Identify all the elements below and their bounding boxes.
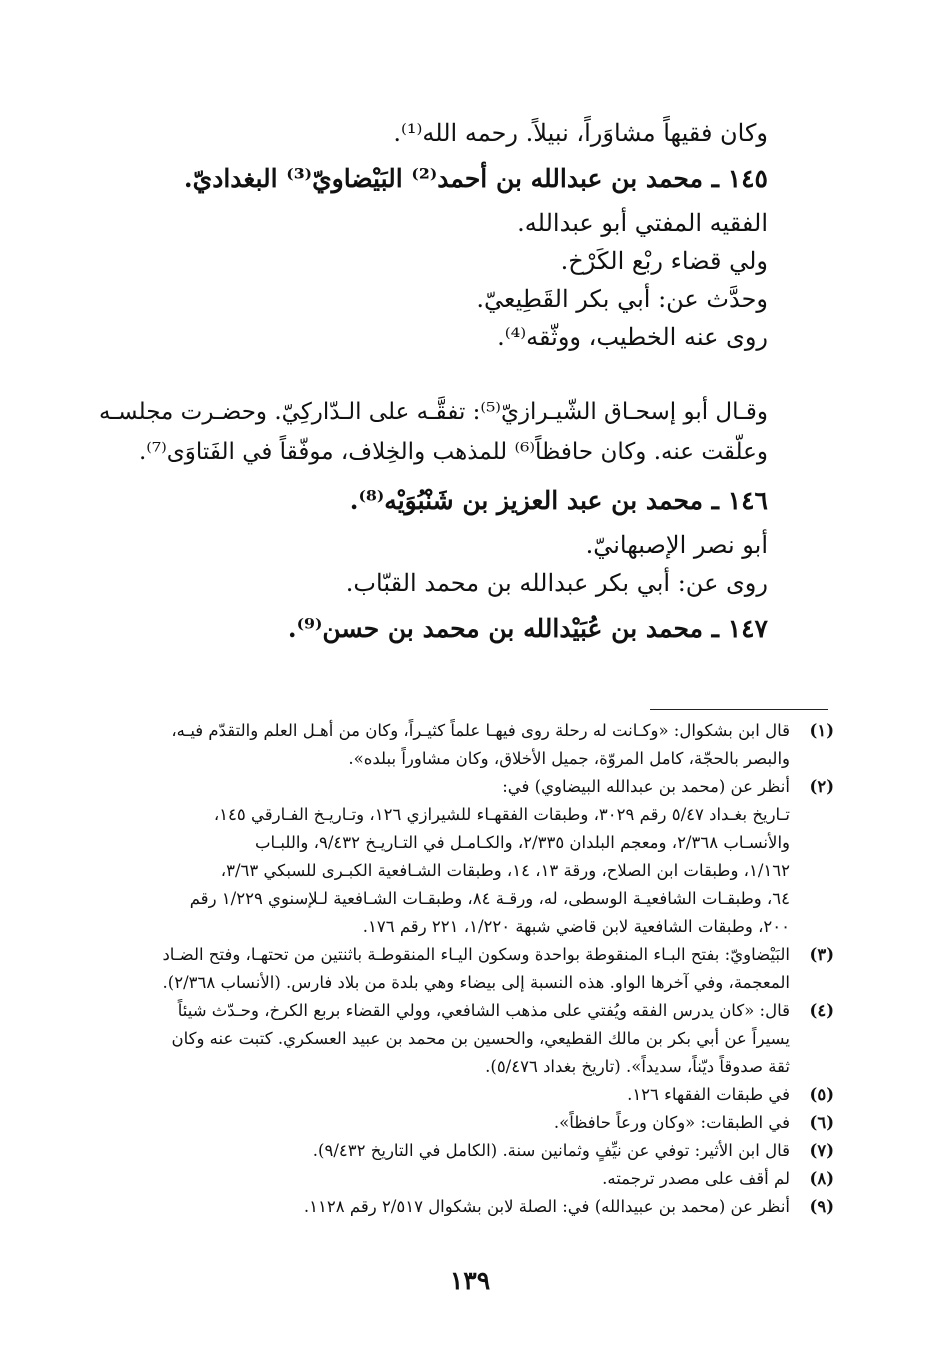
entry-heading-147: ١٤٧ ـ محمد بن عُبَيْدالله بن محمد بن حسن⁽⁹⁾. (287, 614, 768, 643)
entry-heading-145: ١٤٥ ـ محمد بن عبدالله بن أحمد⁽²⁾ البَيْضاويّ⁽³⁾ البغداديّ. (183, 164, 768, 193)
main-text-block-2 (128, 484, 768, 658)
footnote-text (94, 997, 790, 1081)
footnote-text (94, 1137, 790, 1165)
text-line: روى عن: أبي بكر عبدالله بن محمد القبّاب. (345, 569, 768, 597)
footnote-text (94, 1109, 790, 1137)
footnote (94, 941, 834, 997)
footnote-line: والأنسـاب ٢/٣٦٨، ومعجم البلدان ٢/٣٣٥، والكـامـل في التـاريـخ ٩/٤٣٢، واللبـاب (254, 833, 790, 852)
footnotes (94, 717, 834, 1221)
main-text-block-1 (128, 118, 768, 360)
footnote-line: ثقة صدوقاً ديّناً، سديداً». (تاريخ بغداد ٥/٤٧٦). (485, 1057, 790, 1076)
text-line: وقـال أبو إسحـاق الشّيـرازيّ⁽⁵⁾: تفقَّـه على الـدّاركِيّ. وحضـرت مجلسـه (99, 399, 768, 425)
footnote (94, 1081, 834, 1109)
text-line: روى عنه الخطيب، ووثّقه⁽⁴⁾. (497, 323, 768, 351)
footnote (94, 1109, 834, 1137)
footnote-line: أنظر عن (محمد بن عبيدالله) في: الصلة لابن بشكوال ٢/٥١٧ رقم ١١٢٨. (303, 1197, 790, 1216)
text-line: ولي قضاء ربْع الكَرْخ. (560, 247, 768, 275)
page-number: ١٣٩ (449, 1266, 491, 1295)
footnote-text (94, 1081, 790, 1109)
footnote-line: لم أقف على مصدر ترجمته. (602, 1169, 790, 1188)
footnote-line: قال: «كان يدرس الفقه ويُفتي على مذهب الشافعي، وولي القضاء بربع الكرخ، وحـدّث شيئاً (177, 1001, 790, 1020)
footnote-text (94, 773, 790, 941)
footnote-number: (٨) (809, 1169, 834, 1188)
footnote (94, 1165, 834, 1193)
text-line: وكان فقيهاً مشاوَراً، نبيلاً. رحمه الله⁽¹⁾. (393, 119, 768, 147)
footnote-text (94, 941, 790, 997)
footnote-line: تـاريخ بغـداد ٥/٤٧ رقم ٣٠٢٩، وطبقات الفقهـاء للشيرازي ١٢٦، وتـاريـخ الفـارقي ١٤٥، (213, 805, 790, 824)
footnote-line: المعجمة، وفي آخرها الواو. هذه النسبة إلى بيضاء وهي بلدة من بلاد فارس. (الأنساب ٢/٣٦٨). (162, 973, 790, 992)
footnote-text (94, 717, 790, 773)
footnote-number: (٥) (809, 1085, 834, 1104)
footnote-line: قال ابن بشكوال: «وكـانت له رحلة روى فيهـا علماً كثيـراً، وكان من أهـل العلم والتقدّم فيـه، (171, 721, 790, 740)
paragraph-shirazi (99, 392, 768, 472)
entry-heading-146: ١٤٦ ـ محمد بن عبد العزيز بن شَنْبُوَيْه⁽⁸⁾. (349, 486, 768, 515)
footnote-text (94, 1165, 790, 1193)
footnote-number: (١) (809, 721, 834, 740)
footnote-number: (٦) (809, 1113, 834, 1132)
footnote-separator (650, 709, 828, 710)
footnote (94, 717, 834, 773)
footnote-line: ٦٤، وطبقـات الشافعيـة الوسطى، له، ورقـة ٨٤، وطبقـات الشـافعية لـلإسنوي ١/٢٢٩ رقم (189, 889, 790, 908)
text-line: وعلّقت عنه. وكان حافظاً⁽⁶⁾ للمذهب والخِلاف، موفّقاً في الفَتاوَى⁽⁷⁾. (138, 439, 768, 465)
footnote-number: (٢) (809, 777, 834, 796)
footnote-line: أنظر عن (محمد بن عبدالله البيضاوي) في: (502, 777, 790, 796)
footnote-line: في طبقات الفقهاء ١٢٦. (627, 1085, 790, 1104)
footnote-number: (٩) (809, 1197, 834, 1216)
footnote-line: البَيْضاويّ: بفتح البـاء المنقوطة بواحدة وسكون اليـاء المنقوطـة باثنتين من تحتهـا، وفتح الضـاد (162, 945, 790, 964)
text-line: الفقيه المفتي أبو عبدالله. (517, 209, 768, 237)
footnote-number: (٤) (809, 1001, 834, 1020)
text-line: وحدَّث عن: أبي بكر القَطِيعيّ. (476, 285, 768, 313)
footnote (94, 997, 834, 1081)
footnote-line: والبصر بالحجّة، كامل المروّة، جميل الأخلاق، وكان مشاوراً ببلده». (348, 749, 790, 768)
footnote-text (94, 1193, 790, 1221)
footnote-number: (٣) (809, 945, 834, 964)
footnote-line: يسيراً عن أبي بكر بن مالك القطيعي، والحسين بن محمد بن عبيد العسكري. كتبت عنه وكان (171, 1029, 790, 1048)
footnote (94, 1137, 834, 1165)
text-line: أبو نصر الإصبهانيّ. (585, 531, 768, 559)
footnote-line: قال ابن الأثير: توفي عن نيِّفٍ وثمانين سنة. (الكامل في التاريخ ٩/٤٣٢). (312, 1141, 790, 1160)
footnote-line: في الطبقات: «وكان ورعاً حافظاً». (553, 1113, 790, 1132)
footnote (94, 773, 834, 941)
footnote-number: (٧) (809, 1141, 834, 1160)
footnote-line: ٢٠٠، وطبقات الشافعية لابن قاضي شبهة ١/٢٢٠، ٢٢١ رقم ١٧٦. (362, 917, 790, 936)
footnote (94, 1193, 834, 1221)
footnote-line: ١/١٦٢، وطبقات ابن الصلاح، ورقة ١٣، ١٤، وطبقات الشـافعية الكبـرى للسبكي ٣/٦٣، (220, 861, 790, 880)
